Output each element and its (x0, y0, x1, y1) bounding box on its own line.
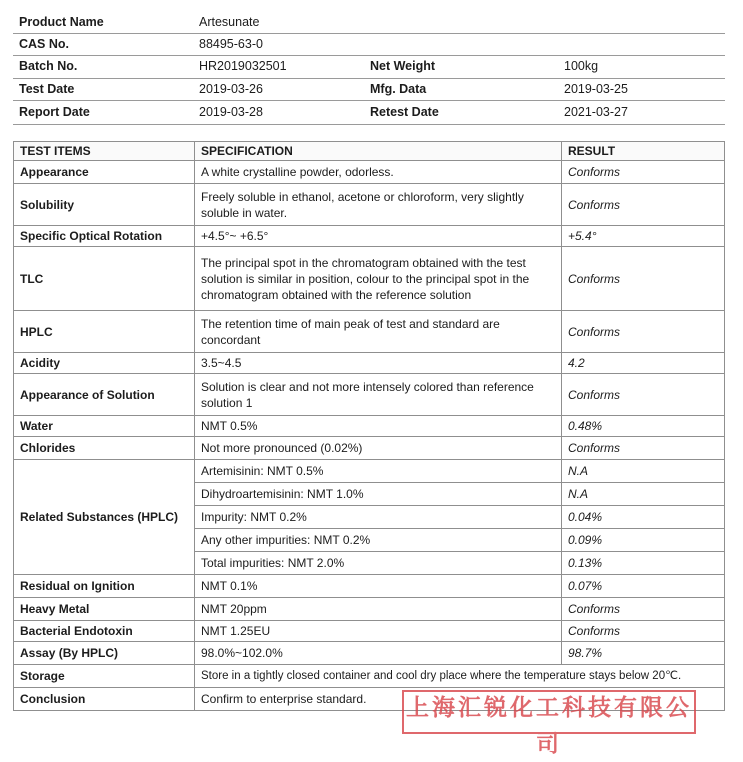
test-item: Bacterial Endotoxin (14, 621, 195, 642)
result: Conforms (562, 598, 725, 621)
table-row (14, 311, 725, 353)
header-value: Artesunate (199, 15, 260, 29)
specification: Not more pronounced (0.02%) (195, 437, 562, 460)
header-value: 2019-03-26 (199, 82, 263, 96)
table-row (14, 575, 725, 598)
test-item: Appearance of Solution (14, 374, 195, 416)
header-label: CAS No. (19, 37, 69, 51)
table-row (14, 247, 725, 311)
header-value-2: 2021-03-27 (564, 105, 628, 119)
table-row (14, 416, 725, 437)
result: 98.7% (562, 642, 725, 665)
result: Conforms (562, 621, 725, 642)
column-header-specification: SPECIFICATION (195, 142, 562, 161)
header-label: Test Date (19, 82, 75, 96)
table-row-related-substances (14, 460, 725, 483)
header-divider (13, 124, 725, 125)
table-row (14, 161, 725, 184)
result: Conforms (562, 161, 725, 184)
test-item: Residual on Ignition (14, 575, 195, 598)
test-item: Assay (By HPLC) (14, 642, 195, 665)
header-value: 2019-03-28 (199, 105, 263, 119)
test-item: Chlorides (14, 437, 195, 460)
specification: Any other impurities: NMT 0.2% (195, 529, 562, 552)
table-row (14, 184, 725, 226)
header-divider (13, 33, 725, 34)
header-divider (13, 55, 725, 56)
specification: NMT 20ppm (195, 598, 562, 621)
header-label-2: Mfg. Data (370, 82, 427, 96)
table-row (14, 437, 725, 460)
specification: Freely soluble in ethanol, acetone or chloroform, very slightly soluble in water. (195, 184, 562, 226)
result: 4.2 (562, 353, 725, 374)
result: N.A (562, 483, 725, 506)
table-row (14, 353, 725, 374)
test-item: Specific Optical Rotation (14, 226, 195, 247)
header-value-2: 2019-03-25 (564, 82, 628, 96)
header-label-2: Net Weight (370, 59, 436, 73)
result: 0.48% (562, 416, 725, 437)
specification: 98.0%~102.0% (195, 642, 562, 665)
specification: Artemisinin: NMT 0.5% (195, 460, 562, 483)
test-results-table (13, 141, 725, 711)
result: Conforms (562, 247, 725, 311)
specification: Dihydroartemisinin: NMT 1.0% (195, 483, 562, 506)
test-item: Water (14, 416, 195, 437)
result: Conforms (562, 311, 725, 353)
specification: Total impurities: NMT 2.0% (195, 552, 562, 575)
test-item: Related Substances (HPLC) (14, 460, 195, 575)
test-item: Storage (14, 665, 195, 688)
specification: Solution is clear and not more intensely colored than reference solution 1 (195, 374, 562, 416)
result: Conforms (562, 184, 725, 226)
header-value: HR2019032501 (199, 59, 287, 73)
table-row (14, 621, 725, 642)
table-row (14, 374, 725, 416)
result: 0.09% (562, 529, 725, 552)
test-item: Acidity (14, 353, 195, 374)
table-row-storage (14, 665, 725, 688)
table-row (14, 598, 725, 621)
test-item: Conclusion (14, 688, 195, 711)
specification: NMT 0.1% (195, 575, 562, 598)
result: +5.4° (562, 226, 725, 247)
column-header-result: RESULT (562, 142, 725, 161)
table-row (14, 226, 725, 247)
result: N.A (562, 460, 725, 483)
result: Conforms (562, 374, 725, 416)
result: 0.07% (562, 575, 725, 598)
specification: Store in a tightly closed container and cool dry place where the temperature stays below 20℃. (195, 665, 725, 688)
specification: NMT 0.5% (195, 416, 562, 437)
specification: The principal spot in the chromatogram obtained with the test solution is similar in position, colour to the principal spot in the chromatogram obtained with the reference solution (195, 247, 562, 311)
company-seal-stamp (402, 690, 696, 757)
test-item: TLC (14, 247, 195, 311)
header-value-2: 100kg (564, 59, 599, 73)
test-item: Heavy Metal (14, 598, 195, 621)
table-header-row (14, 142, 725, 161)
specification: The retention time of main peak of test and standard are concordant (195, 311, 562, 353)
test-item: Appearance (14, 161, 195, 184)
column-header-test-items: TEST ITEMS (14, 142, 195, 161)
result: 0.04% (562, 506, 725, 529)
result: 0.13% (562, 552, 725, 575)
header-label: Report Date (19, 105, 90, 119)
specification: A white crystalline powder, odorless. (195, 161, 562, 184)
specification: 3.5~4.5 (195, 353, 562, 374)
header-label: Batch No. (19, 59, 78, 73)
stamp-text: 上海汇锐化工科技有限公司 (406, 694, 692, 757)
test-item: HPLC (14, 311, 195, 353)
specification: Confirm to enterprise standard. (195, 688, 725, 711)
specification: NMT 1.25EU (195, 621, 562, 642)
header-divider (13, 100, 725, 101)
header-value: 88495-63-0 (199, 37, 263, 51)
table-row (14, 642, 725, 665)
result: Conforms (562, 437, 725, 460)
header-label: Product Name (19, 15, 104, 29)
header-label-2: Retest Date (370, 105, 439, 119)
specification: +4.5°~ +6.5° (195, 226, 562, 247)
test-item: Solubility (14, 184, 195, 226)
specification: Impurity: NMT 0.2% (195, 506, 562, 529)
